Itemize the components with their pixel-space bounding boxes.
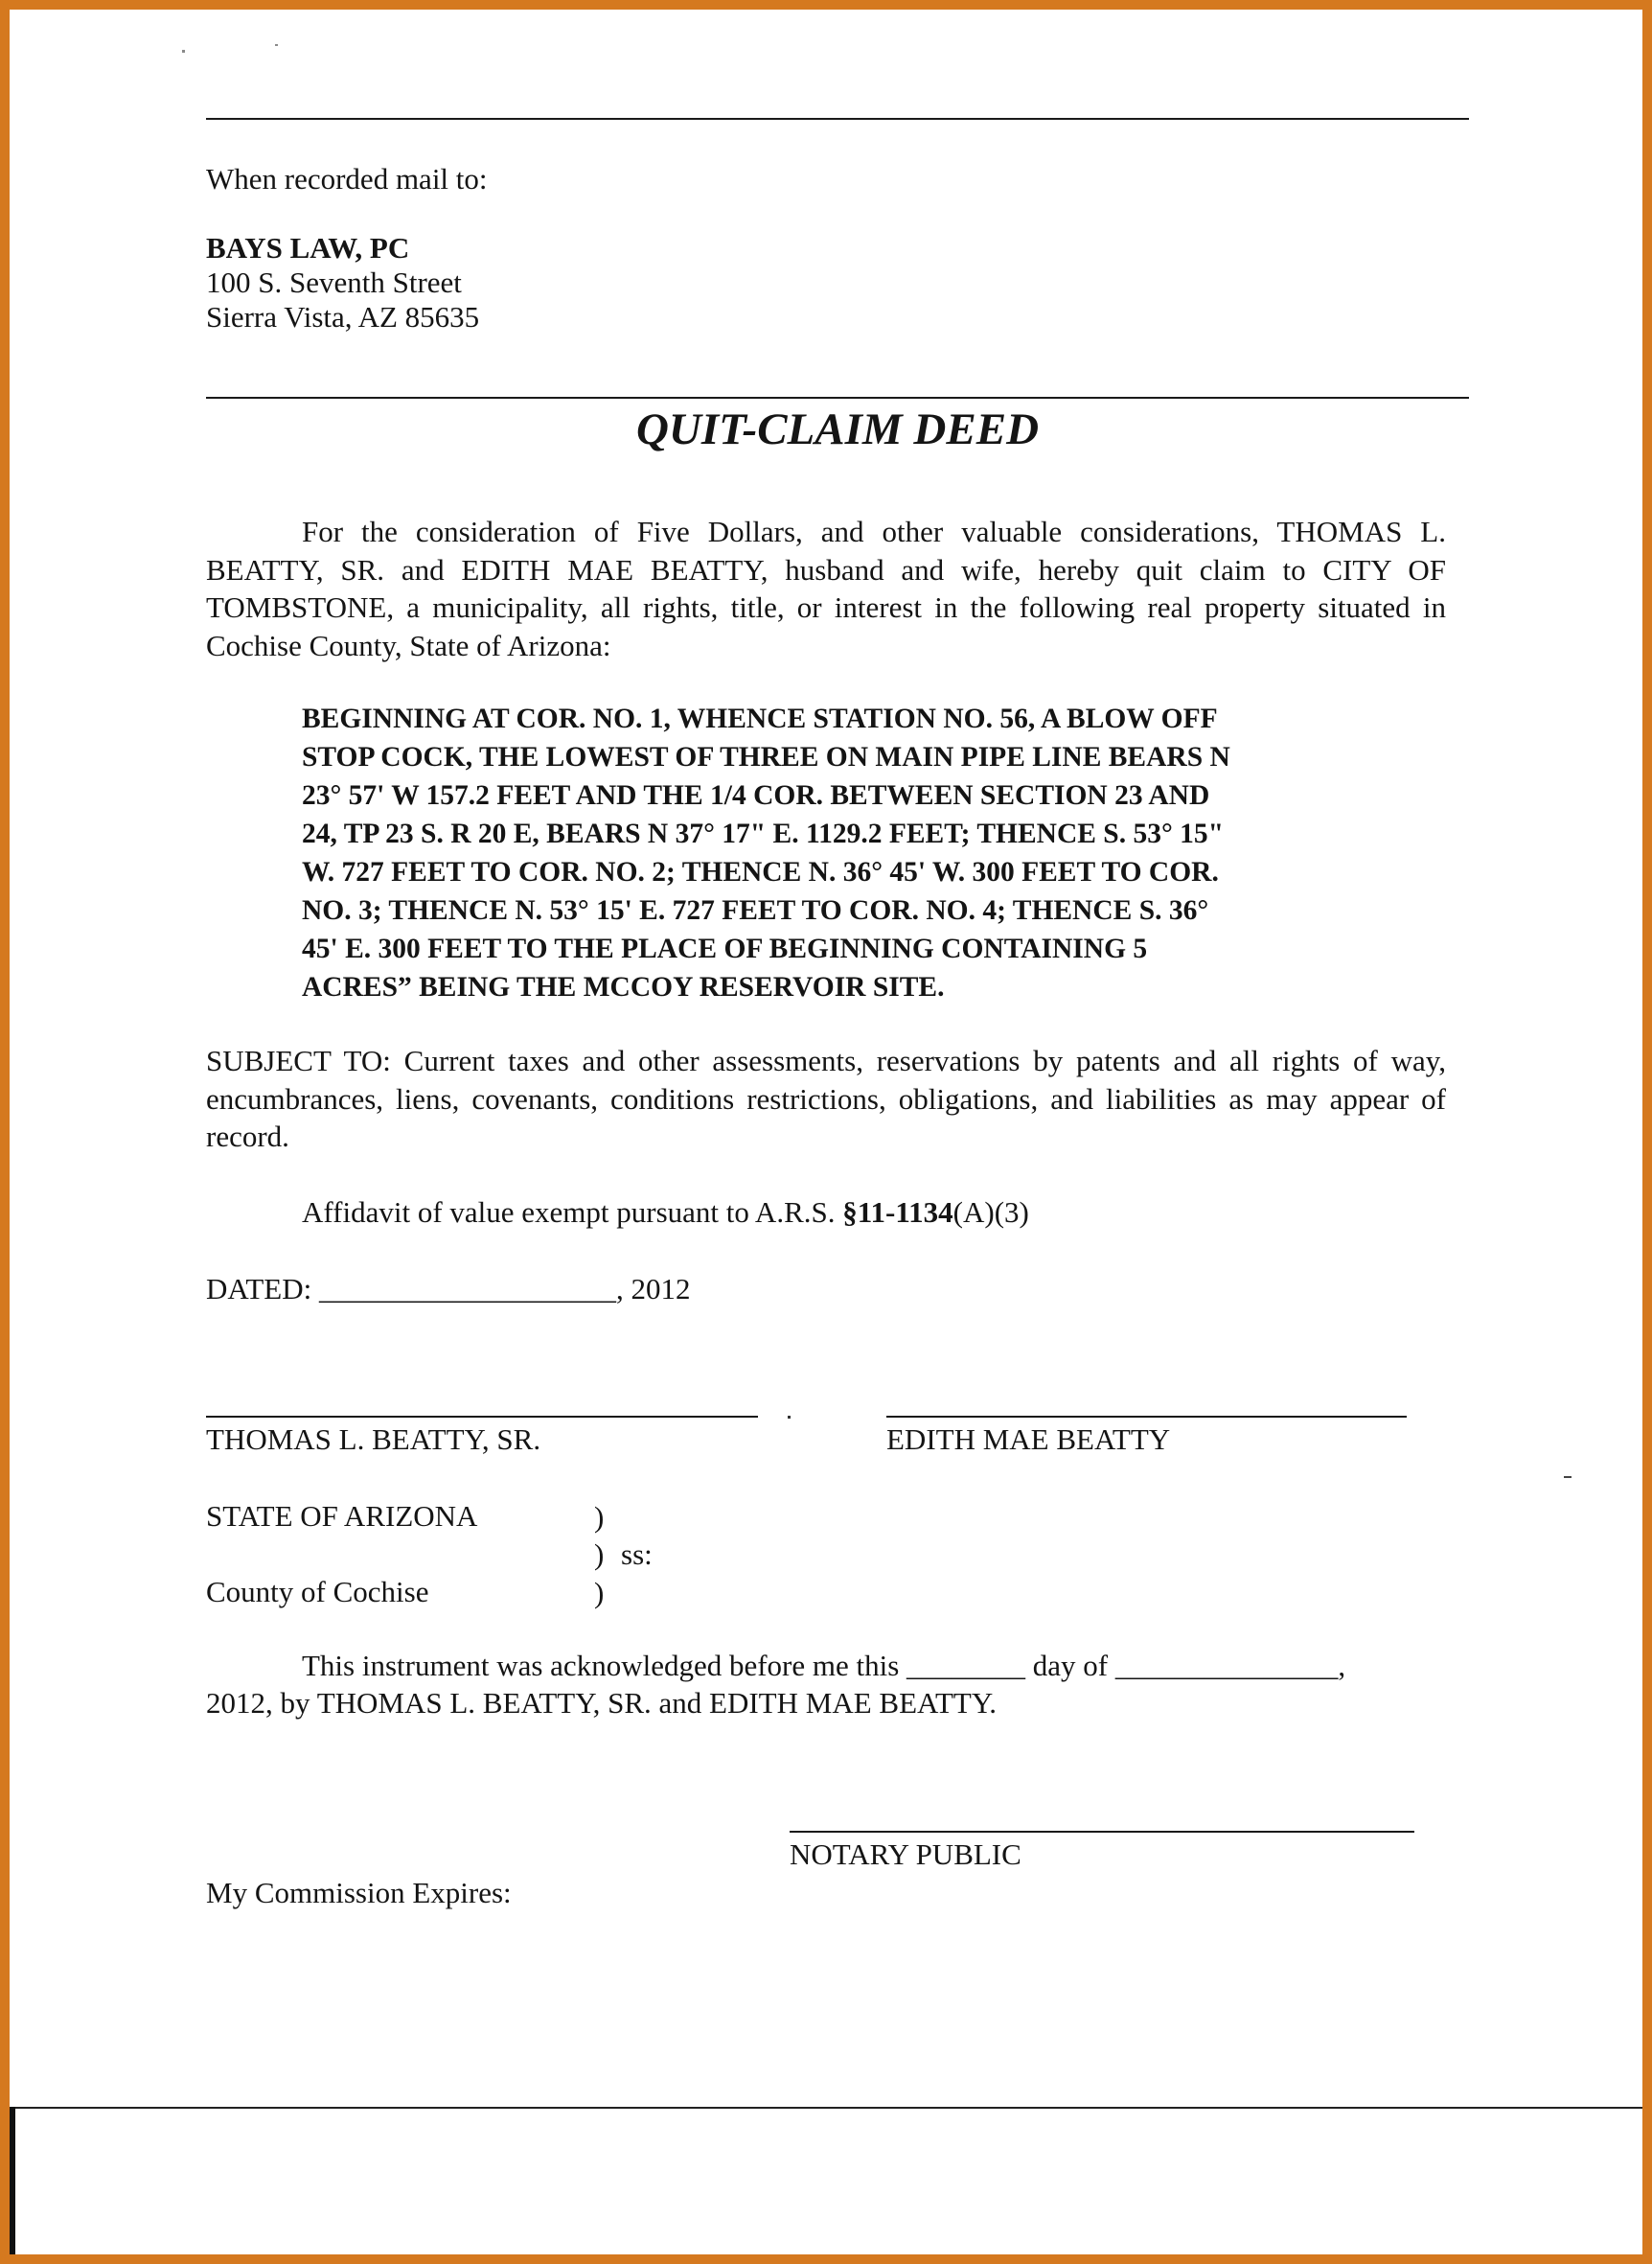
signature-line-right[interactable]: [886, 1416, 1407, 1418]
firm-city: Sierra Vista, AZ 85635: [206, 300, 480, 334]
venue-paren-bottom: ): [594, 1576, 605, 1609]
venue-paren-mid: ): [594, 1537, 605, 1571]
subject-to-paragraph: [206, 1042, 1446, 1156]
scan-speck: [182, 50, 185, 53]
mail-to-label: When recorded mail to:: [206, 162, 488, 196]
venue-ss: ss:: [621, 1537, 653, 1571]
affidavit-line: [302, 1193, 1029, 1231]
ack-comma: ,: [1338, 1649, 1346, 1682]
scan-left-edge: [10, 2107, 15, 2254]
signatory-right: EDITH MAE BEATTY: [886, 1422, 1171, 1456]
firm-name: BAYS LAW, PC: [206, 231, 410, 265]
consideration-paragraph: [206, 513, 1446, 664]
legal-line: BEGINNING AT COR. NO. 1, WHENCE STATION NO. 56, A BLOW OFF: [302, 704, 1218, 734]
firm-street: 100 S. Seventh Street: [206, 266, 462, 299]
subject-to-text: SUBJECT TO: Current taxes and other assessments, reservations by patents and all rights of way, encumbrances, liens, covenants, conditions restrictions, obligations, and liabilities as may appear of record.: [206, 1044, 1446, 1153]
legal-line: NO. 3; THENCE N. 53° 15' E. 727 FEET TO COR. NO. 4; THENCE S. 36°: [302, 895, 1209, 926]
top-rule: [206, 118, 1469, 120]
dated-label: DATED:: [206, 1272, 312, 1305]
signature-line-left[interactable]: [206, 1416, 758, 1418]
signatory-left: THOMAS L. BEATTY, SR.: [206, 1422, 541, 1456]
dated-line: [206, 1270, 690, 1307]
notary-signature-line[interactable]: [790, 1831, 1414, 1833]
dated-blank[interactable]: ____________________: [318, 1272, 616, 1305]
legal-line: STOP COCK, THE LOWEST OF THREE ON MAIN PIPE LINE BEARS N: [302, 742, 1230, 773]
venue-county: County of Cochise: [206, 1575, 429, 1608]
affidavit-prefix: Affidavit of value exempt pursuant to A.R.S.: [302, 1195, 843, 1229]
scan-speck: [1564, 1476, 1572, 1478]
scan-speck: [275, 44, 278, 46]
legal-line: W. 727 FEET TO COR. NO. 2; THENCE N. 36° 45' W. 300 FEET TO COR.: [302, 857, 1219, 888]
dated-year: , 2012: [615, 1272, 691, 1305]
notary-label: NOTARY PUBLIC: [790, 1837, 1021, 1871]
venue-state: STATE OF ARIZONA: [206, 1499, 478, 1533]
ack-day-blank[interactable]: ________: [906, 1649, 1026, 1682]
ack-start: This instrument was acknowledged before me this: [302, 1649, 900, 1682]
legal-line: 23° 57' W 157.2 FEET AND THE 1/4 COR. BETWEEN SECTION 23 AND: [302, 780, 1210, 811]
ack-month-blank[interactable]: _______________: [1114, 1649, 1339, 1682]
document-title: QUIT-CLAIM DEED: [635, 404, 1040, 454]
affidavit-statute: §11-1134: [842, 1195, 953, 1229]
legal-line: ACRES” BEING THE MCCOY RESERVOIR SITE.: [302, 972, 945, 1003]
commission-expires: My Commission Expires:: [206, 1876, 512, 1909]
consideration-text: For the consideration of Five Dollars, and other valuable considerations, THOMAS L. BEATTY, SR. and EDITH MAE BEATTY, husband and wife, hereby quit claim to CITY OF TOMBSTONE, a municipality, all rights, title, or interest in the following real property situated in Cochise County, State of Arizona:: [206, 515, 1446, 662]
ack-day-of: day of: [1032, 1649, 1109, 1682]
legal-line: 45' E. 300 FEET TO THE PLACE OF BEGINNING CONTAINING 5: [302, 934, 1148, 964]
scan-bottom-edge: [10, 2107, 1642, 2109]
acknowledgment-line2: 2012, by THOMAS L. BEATTY, SR. and EDITH MAE BEATTY.: [206, 1686, 997, 1720]
header-rule: [206, 397, 1469, 399]
scan-speck: [788, 1416, 791, 1419]
legal-line: 24, TP 23 S. R 20 E, BEARS N 37° 17" E. 1129.2 FEET; THENCE S. 53° 15": [302, 819, 1225, 849]
venue-paren-top: ): [594, 1500, 605, 1534]
affidavit-suffix: (A)(3): [952, 1195, 1029, 1229]
acknowledgment-line1: [302, 1647, 1345, 1684]
legal-description: [302, 700, 1394, 1006]
